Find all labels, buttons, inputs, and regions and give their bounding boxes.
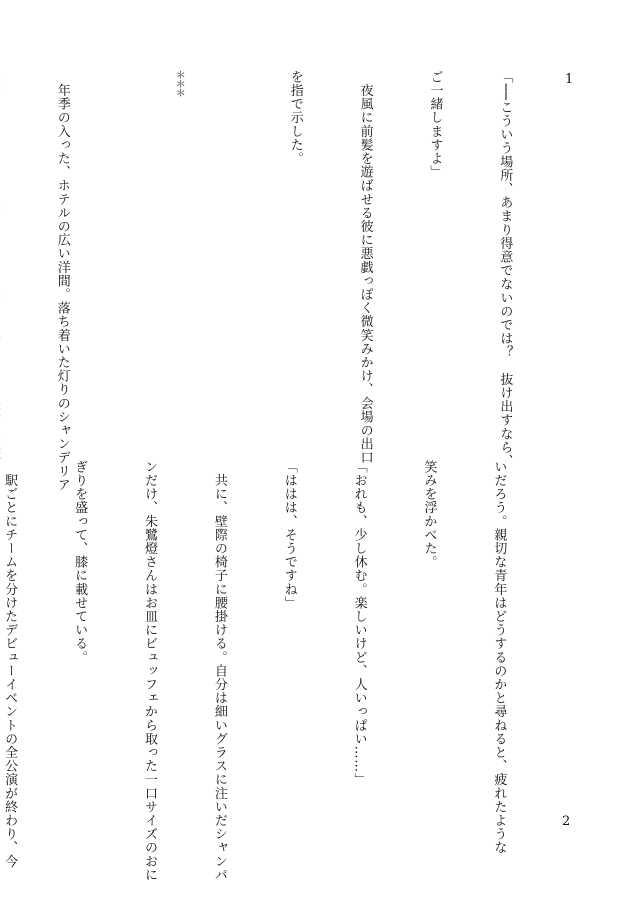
text-line: いだろう。親切な青年はどうするのかと尋ねると、疲れたような xyxy=(491,460,507,855)
text-line: 「おれも、少し休む。楽しいけど、人いっぱい……」 xyxy=(351,460,367,787)
text-line: 「──こういう場所、あまり得意でないのでは？ 抜け出すなら、 xyxy=(497,70,513,468)
lower-text-block xyxy=(0,460,557,882)
text-line: 年季の入った、ホテルの広い洋間。落ち着いた灯りのシャンデリア xyxy=(54,70,70,492)
top-page-number: 1 xyxy=(565,72,574,87)
text-line: を指で示した。 xyxy=(287,70,303,166)
bottom-page-number: 2 xyxy=(562,814,571,829)
upper-text-block xyxy=(0,70,563,492)
text-line: 駅ごとにチームを分けたデビューイベントの全公演が終わり、今 xyxy=(2,460,18,868)
text-line: ぎりを盛って、膝に載せている。 xyxy=(72,460,88,664)
text-line: ンだけ、朱鷺燈さんはお皿にビュッフェから取った一口サイズのおに xyxy=(141,460,157,882)
text-line: 共に、壁際の椅子に腰掛ける。自分は細いグラスに注いだシャンパ xyxy=(211,460,227,882)
text-line: 笑みを浮かべた。 xyxy=(421,460,437,569)
text-line: 夜風に前髪を遊ばせる彼に悪戯っぽく微笑みかけ、会場の出口 xyxy=(357,70,373,465)
scene-divider: ＊＊＊ xyxy=(173,70,185,97)
text-line: ご一緒しますよ」 xyxy=(427,70,443,179)
text-line xyxy=(0,70,4,430)
text-line: 「ははは、そうですね」 xyxy=(281,460,297,610)
